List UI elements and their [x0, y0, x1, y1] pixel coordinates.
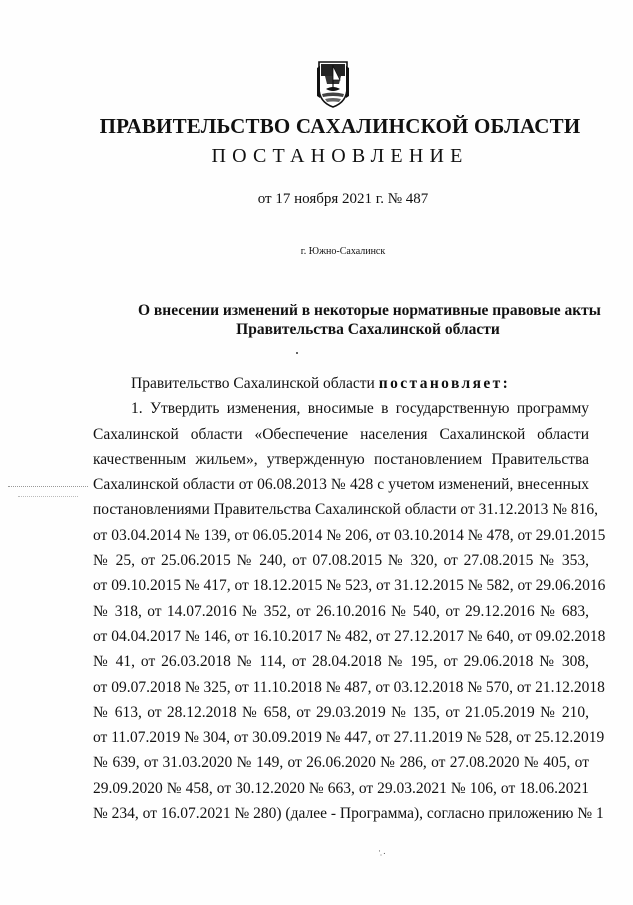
intro-sentence — [93, 371, 589, 396]
paragraph-line: Сахалинской области от 06.08.2013 № 428 с учетом изменений, внесенных — [93, 476, 589, 494]
paragraph-line: 29.09.2020 № 458, от 30.12.2020 № 663, от 29.03.2021 № 106, от 18.06.2021 — [93, 779, 589, 797]
document-date-number: от 17 ноября 2021 г. № 487 — [257, 191, 429, 207]
scan-margin-dots — [18, 496, 78, 498]
sakhalin-coat-of-arms-icon — [316, 58, 350, 108]
paragraph-line: от 11.07.2019 № 304, от 30.09.2019 № 447, от 27.11.2019 № 528, от 25.12.2019 — [93, 729, 605, 747]
intro-prefix: Правительство Сахалинской области — [131, 375, 379, 392]
paragraph-line: № 234, от 16.07.2021 № 280) (далее - Программа), согласно приложению № 1 — [93, 805, 604, 823]
paragraph-line: от 04.04.2017 № 146, от 16.10.2017 № 482, от 27.12.2017 № 640, от 09.02.2018 — [93, 627, 606, 645]
paragraph-line: от 09.10.2015 № 417, от 18.12.2015 № 523, от 31.12.2015 № 582, от 29.06.2016 — [93, 577, 606, 595]
paragraph-line: № 639, от 31.03.2020 № 149, от 26.06.2020 № 286, от 27.08.2020 № 405, от — [93, 754, 589, 772]
paragraph-line: 1. Утвердить изменения, вносимые в государственную программу — [131, 400, 589, 418]
document-type: ПОСТАНОВЛЕНИЕ — [211, 145, 469, 167]
paragraph-line: № 25, от 25.06.2015 № 240, от 07.08.2015 № 320, от 27.08.2015 № 353, — [93, 552, 589, 570]
paragraph-1 — [93, 396, 606, 826]
scan-dot — [296, 352, 298, 354]
paragraph-line: качественным жильем», утвержденную постановлением Правительства — [93, 450, 589, 468]
intro-resolves: постановляет: — [378, 375, 511, 392]
document-body — [93, 371, 606, 826]
paragraph-line: Сахалинской области «Обеспечение населения Сахалинской области — [93, 425, 589, 443]
document-subject — [138, 301, 601, 339]
paragraph-line: от 03.04.2014 № 139, от 06.05.2014 № 206, от 03.10.2014 № 478, от 29.01.2015 — [93, 526, 606, 544]
subject-line-1: О внесении изменений в некоторые нормативные правовые акты — [138, 302, 601, 319]
scan-mark: ·̣ . — [378, 846, 386, 856]
paragraph-line: от 09.07.2018 № 325, от 11.10.2018 № 487, от 03.12.2018 № 570, от 21.12.2018 — [93, 678, 605, 696]
paragraph-line: постановлениями Правительства Сахалинской области от 31.12.2013 № 816, — [93, 501, 598, 519]
paragraph-line: № 613, от 28.12.2018 № 658, от 29.03.2019 № 135, от 21.05.2019 № 210, — [93, 703, 589, 721]
paragraph-line: № 41, от 26.03.2018 № 114, от 28.04.2018 № 195, от 29.06.2018 № 308, — [93, 653, 589, 671]
subject-line-2: Правительства Сахалинской области — [236, 321, 500, 338]
document-city: г. Южно-Сахалинск — [300, 246, 386, 257]
scan-margin-dots — [8, 486, 88, 488]
government-title: ПРАВИТЕЛЬСТВО САХАЛИНСКОЙ ОБЛАСТИ — [99, 114, 581, 138]
paragraph-line: № 318, от 14.07.2016 № 352, от 26.10.2016 № 540, от 29.12.2016 № 683, — [93, 602, 589, 620]
